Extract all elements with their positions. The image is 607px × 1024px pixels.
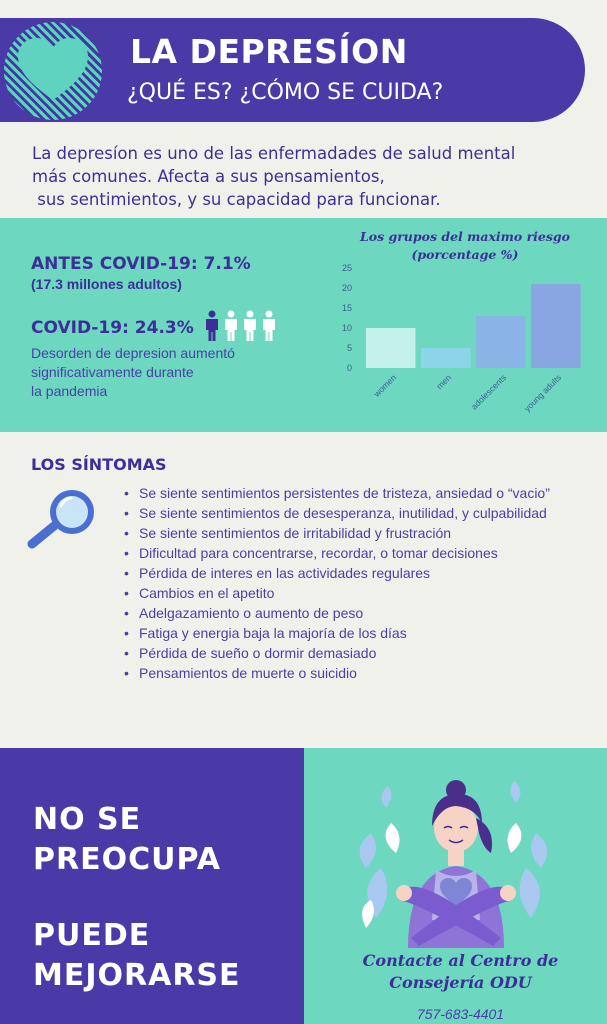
y-tick-label: 25 <box>341 263 352 273</box>
message-can-improve <box>33 916 241 996</box>
symptom-item: • Cambios en el apetito <box>124 583 598 603</box>
before-covid-stat: ANTES COVID-19: 7.1% <box>31 254 251 274</box>
message-line: NO SE <box>33 802 142 837</box>
covid-stat: COVID-19: 24.3% <box>31 318 194 338</box>
contact-text <box>304 950 607 994</box>
y-tick-label: 20 <box>341 283 352 293</box>
footer-contact-panel <box>304 748 607 1024</box>
stats-section <box>0 218 607 432</box>
symptom-item: • Se siente sentimientos de irritabilidad y frustración <box>124 523 598 543</box>
y-tick-label: 0 <box>346 363 352 373</box>
people-icon <box>203 310 283 342</box>
bar-women <box>366 328 416 368</box>
chart-title-line: Los grupos del maximo riesgo <box>359 229 571 244</box>
intro-line: más comunes. Afecta a sus pensamientos, <box>32 167 385 186</box>
symptoms-list <box>124 483 598 683</box>
symptom-item: • Pensamientos de muerte o suicidio <box>124 663 598 683</box>
y-tick-label: 15 <box>341 303 352 313</box>
bar-men <box>421 348 471 368</box>
risk-groups-chart <box>330 258 600 430</box>
symptom-item: • Fatiga y energia baja la majoría de los días <box>124 623 598 643</box>
bar-adolescents <box>476 316 526 368</box>
x-tick-label: young adults <box>522 372 564 414</box>
symptom-item: • Pérdida de sueño o dormir demasiado <box>124 643 598 663</box>
contact-phone[interactable]: 757-683-4401 <box>416 1006 505 1022</box>
symptoms-title: LOS SÍNTOMAS <box>31 455 167 474</box>
self-hug-illustration <box>336 768 576 948</box>
y-tick-label: 10 <box>341 323 352 333</box>
magnifying-glass-icon <box>20 486 100 556</box>
x-tick-label: women <box>371 372 399 399</box>
person-icon <box>206 311 218 342</box>
covid-description <box>31 344 281 401</box>
symptom-item: • Adelgazamiento o aumento de peso <box>124 603 598 623</box>
message-no-worry <box>33 800 221 880</box>
chart-title-line: (porcentage %) <box>411 247 519 262</box>
message-line: MEJORARSE <box>33 958 241 993</box>
heart-icon <box>18 38 88 102</box>
footer-message-panel <box>0 748 304 1024</box>
message-line: PREOCUPA <box>33 842 221 877</box>
page-subtitle: ¿QUÉ ES? ¿CÓMO SE CUIDA? <box>127 80 444 105</box>
symptom-item: • Pérdida de interes en las actividades regulares <box>124 563 598 583</box>
covid-desc-line: la pandemia <box>31 383 108 399</box>
contact-line: Consejería ODU <box>389 973 532 992</box>
symptom-item: • Se siente sentimientos de desesperanza, inutilidad, y culpabilidad <box>124 503 598 523</box>
covid-desc-line: significativamente durante <box>31 364 194 380</box>
y-tick-label: 5 <box>346 343 352 353</box>
bar-young-adults <box>531 284 581 368</box>
intro-line: La depresíon es uno de las enfermadades de salud mental <box>32 144 516 163</box>
symptom-item: • Dificultad para concentrarse, recordar, o tomar decisiones <box>124 543 598 563</box>
intro-text <box>32 142 592 211</box>
x-tick-label: adolescents <box>469 372 509 412</box>
contact-line: Contacte al Centro de <box>362 951 559 970</box>
heart-badge <box>4 22 102 120</box>
x-tick-label: men <box>434 372 454 392</box>
intro-line: sus sentimientos, y su capacidad para funcionar. <box>32 190 441 209</box>
covid-desc-line: Desorden de depresion aumentó <box>31 345 235 361</box>
before-covid-sub: (17.3 millones adultos) <box>31 276 182 292</box>
symptom-item: • Se siente sentimientos persistentes de tristeza, ansiedad o “vacio” <box>124 483 598 503</box>
message-line: PUEDE <box>33 918 151 953</box>
page-title: LA DEPRESÍON <box>130 32 408 71</box>
